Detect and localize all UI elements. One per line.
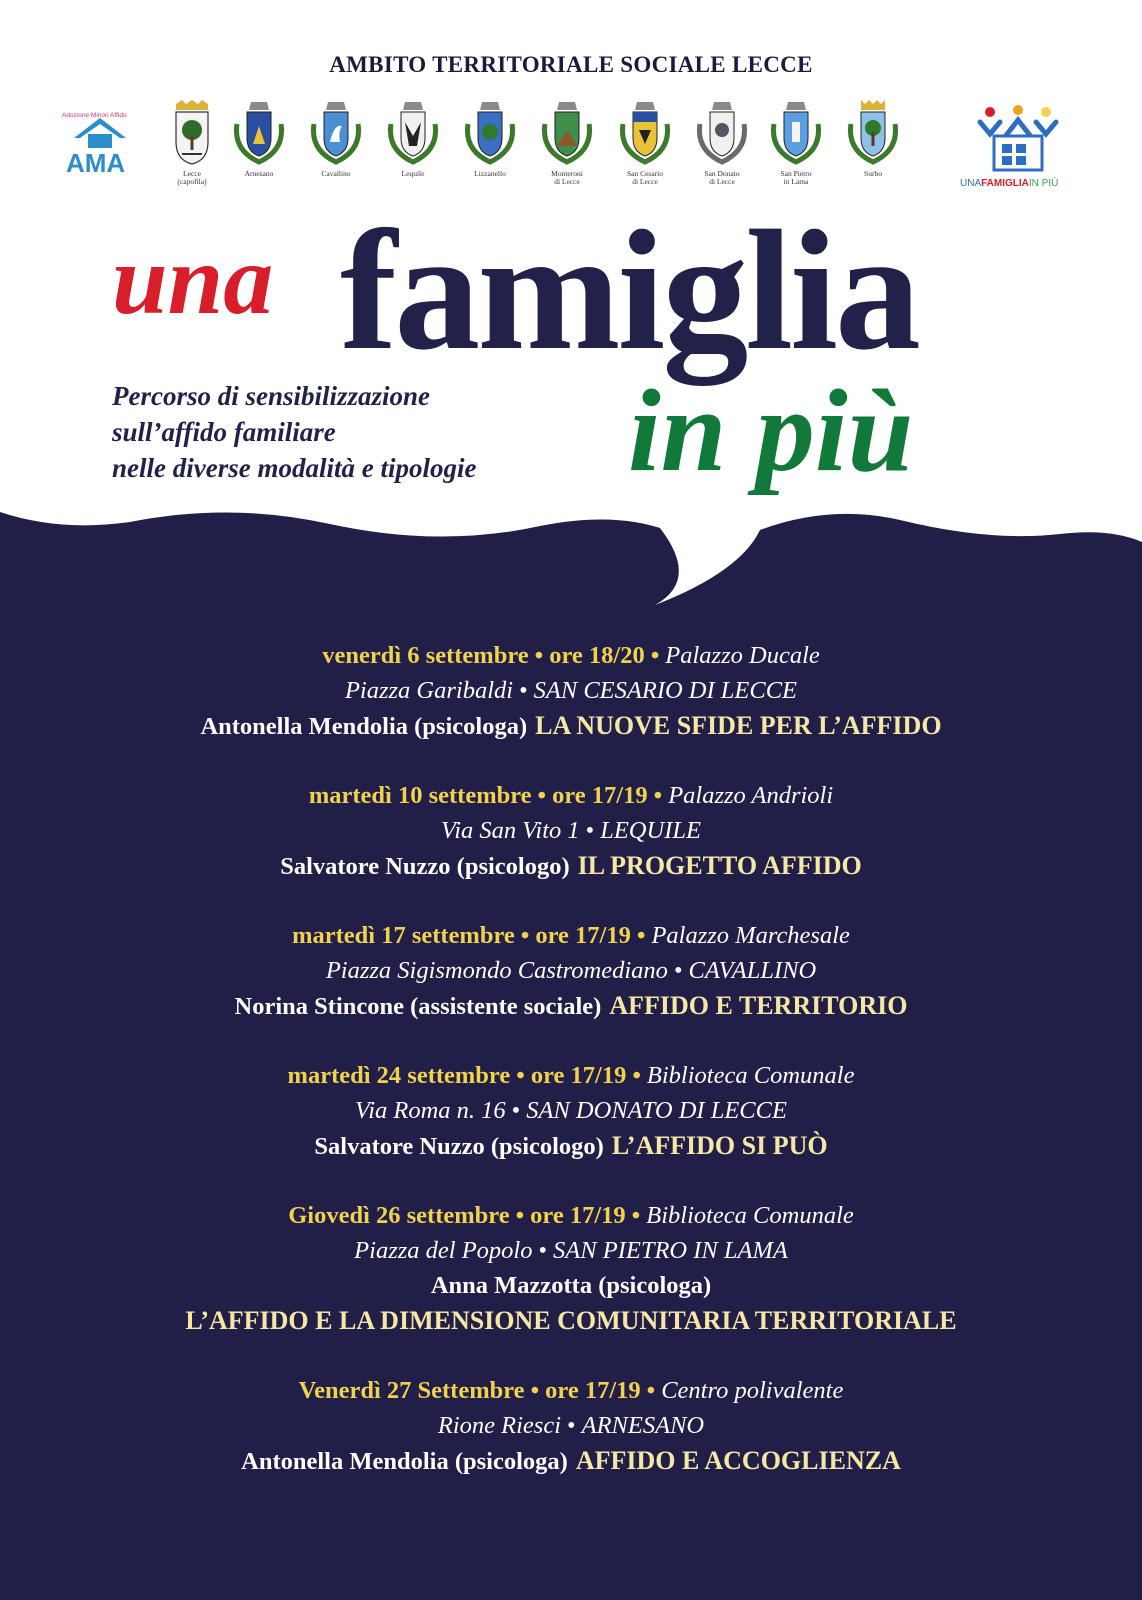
event-speaker: Anna Mazzotta (psicologa) <box>430 1272 712 1299</box>
crest-san-pietro <box>757 100 835 186</box>
event-location <box>0 813 1142 848</box>
crest-label: San Cesario di Lecce <box>626 169 664 186</box>
event-when-where <box>0 1198 1142 1233</box>
ama-logo-text: AMA <box>66 148 126 178</box>
event-location <box>0 953 1142 988</box>
bullet-icon: • <box>519 677 528 704</box>
event-when-where <box>0 918 1142 953</box>
event-item <box>0 638 1142 744</box>
event-speaker-line <box>0 708 1142 744</box>
crest-label: Arnesano <box>244 169 274 178</box>
bullet-icon: • <box>653 782 663 809</box>
crest-label: San Pietro in Lama <box>780 169 812 186</box>
bullet-icon: • <box>511 1097 521 1124</box>
ama-logo <box>60 108 140 178</box>
event-address: Piazza Sigismondo Castromediano <box>325 957 668 984</box>
bullet-icon: • <box>520 922 530 949</box>
crest-label: Cavallino <box>321 169 351 178</box>
subtitle-line: nelle diverse modalità e tipologie <box>112 453 477 483</box>
famiglia-logo-una: UNA <box>960 178 982 189</box>
event-time: ore 17/19 <box>545 1377 641 1404</box>
event-venue: Palazzo Andrioli <box>668 782 834 809</box>
title-famiglia: famiglia <box>340 196 918 386</box>
bullet-icon: • <box>567 1412 576 1439</box>
event-address: Piazza del Popolo <box>354 1237 533 1264</box>
crest-label: Lequile <box>401 169 425 178</box>
san-donato-crest-icon <box>692 100 752 166</box>
bullet-icon: • <box>631 1202 641 1229</box>
famiglia-logo-piu: IN PIÙ <box>1028 178 1059 189</box>
crest-arnesano <box>220 100 298 178</box>
event-time: ore 17/19 <box>530 1062 627 1089</box>
bullet-icon: • <box>530 1377 540 1404</box>
event-time: ore 17/19 <box>552 782 648 809</box>
monteroni-crest-icon <box>537 100 597 166</box>
event-speaker-line <box>0 988 1142 1024</box>
crest-lequile <box>374 100 452 178</box>
event-date: martedì 24 settembre <box>287 1062 511 1089</box>
event-topic: L’AFFIDO E LA DIMENSIONE COMUNITARIA TERRITORIALE <box>185 1306 957 1335</box>
event-venue: Biblioteca Comunale <box>646 1202 854 1229</box>
events-list <box>0 638 1142 1513</box>
crest-surbo <box>834 100 912 178</box>
event-town: ARNESANO <box>581 1412 705 1439</box>
title-in-piu: in più <box>628 365 914 496</box>
event-venue: Palazzo Ducale <box>665 642 820 669</box>
header-title: AMBITO TERRITORIALE SOCIALE LECCE <box>329 52 813 77</box>
ama-house-icon <box>60 108 140 178</box>
event-item <box>0 1058 1142 1164</box>
subtitle-line: Percorso di sensibilizzazione <box>112 381 431 411</box>
event-when-where <box>0 1058 1142 1093</box>
event-address: Piazza Garibaldi <box>344 677 514 704</box>
event-date: Venerdì 27 Settembre <box>298 1377 525 1404</box>
crest-san-cesario <box>606 100 684 186</box>
subtitle-line: sull’affido familiare <box>112 417 336 447</box>
event-town: SAN CESARIO DI LECCE <box>533 677 798 704</box>
bullet-icon: • <box>515 1202 525 1229</box>
event-speaker-line <box>0 848 1142 884</box>
surbo-crest-icon <box>843 100 903 166</box>
ama-logo-small-text: Adozione Minori Affido <box>62 112 127 119</box>
event-speaker-line <box>0 1443 1142 1479</box>
arnesano-crest-icon <box>229 100 289 166</box>
event-speaker-line <box>0 1268 1142 1303</box>
san-pietro-crest-icon <box>766 100 826 166</box>
bullet-icon: • <box>585 817 595 844</box>
bullet-icon: • <box>646 1377 656 1404</box>
crest-label: San Donato di Lecce <box>704 169 740 186</box>
crest-san-donato <box>683 100 761 186</box>
event-when-where <box>0 778 1142 813</box>
bullet-icon: • <box>516 1062 525 1089</box>
event-town: SAN PIETRO IN LAMA <box>553 1237 788 1264</box>
event-town: SAN DONATO DI LECCE <box>526 1097 787 1124</box>
san-cesario-crest-icon <box>615 100 675 166</box>
event-topic: AFFIDO E TERRITORIO <box>609 991 908 1020</box>
event-topic-line <box>0 1303 1142 1339</box>
event-address: Via San Vito 1 <box>441 817 580 844</box>
title-una: una <box>112 224 274 335</box>
event-time: ore 17/19 <box>535 922 631 949</box>
cavallino-crest-icon <box>306 100 366 166</box>
event-location <box>0 1408 1142 1443</box>
logos-row <box>0 96 1142 206</box>
event-topic: L’AFFIDO SI PUÒ <box>611 1131 828 1160</box>
family-house-icon <box>960 100 1080 190</box>
event-town: LEQUILE <box>600 817 701 844</box>
event-date: Giovedì 26 settembre <box>288 1202 510 1229</box>
crest-label: Surbo <box>864 169 882 178</box>
event-town: CAVALLINO <box>688 957 817 984</box>
bullet-icon: • <box>673 957 683 984</box>
event-venue: Palazzo Marchesale <box>651 922 850 949</box>
event-date: venerdì 6 settembre <box>322 642 529 669</box>
event-when-where <box>0 1373 1142 1408</box>
event-location <box>0 1093 1142 1128</box>
event-item <box>0 918 1142 1024</box>
bullet-icon: • <box>636 922 646 949</box>
event-speaker: Salvatore Nuzzo (psicologo) <box>280 853 570 880</box>
bullet-icon: • <box>650 642 660 669</box>
famiglia-logo-main: FAMIGLIA <box>981 178 1029 189</box>
event-address: Rione Riesci <box>437 1412 562 1439</box>
event-venue: Centro polivalente <box>661 1377 844 1404</box>
event-speaker: Antonella Mendolia (psicologa) <box>200 713 528 740</box>
famiglia-logo <box>960 100 1080 190</box>
lequile-crest-icon <box>383 100 443 166</box>
event-item <box>0 778 1142 884</box>
event-location <box>0 673 1142 708</box>
bullet-icon: • <box>538 1237 548 1264</box>
event-topic: IL PROGETTO AFFIDO <box>577 851 862 880</box>
crest-label: Monteroni di Lecce <box>551 169 583 186</box>
event-location <box>0 1233 1142 1268</box>
event-time: ore 18/20 <box>549 642 645 669</box>
crest-cavallino <box>297 100 375 178</box>
crest-label: Lizzanello <box>474 169 506 178</box>
subtitle <box>112 378 476 486</box>
lecce-crest-icon <box>170 100 214 166</box>
event-speaker: Norina Stincone (assistente sociale) <box>234 993 602 1020</box>
bullet-icon: • <box>632 1062 641 1089</box>
event-time: ore 17/19 <box>530 1202 626 1229</box>
event-date: martedì 10 settembre <box>308 782 532 809</box>
crest-lizzanello <box>451 100 529 178</box>
event-date: martedì 17 settembre <box>292 922 515 949</box>
event-topic: LA NUOVE SFIDE PER L’AFFIDO <box>535 711 942 740</box>
bullet-icon: • <box>537 782 547 809</box>
event-speaker: Salvatore Nuzzo (psicologo) <box>314 1133 604 1160</box>
crest-monteroni <box>528 100 606 186</box>
event-speaker-line <box>0 1128 1142 1164</box>
bullet-icon: • <box>534 642 544 669</box>
event-address: Via Roma n. 16 <box>355 1097 506 1124</box>
event-speaker: Antonella Mendolia (psicologa) <box>241 1448 568 1475</box>
crest-label: Lecce (capofila) <box>177 169 207 186</box>
event-item <box>0 1373 1142 1479</box>
svg-text:UNAFAMIGLIAIN PIÙ <box>960 176 1058 189</box>
event-when-where <box>0 638 1142 673</box>
lizzanello-crest-icon <box>460 100 520 166</box>
event-item <box>0 1198 1142 1339</box>
event-topic: AFFIDO E ACCOGLIENZA <box>575 1446 901 1475</box>
event-venue: Biblioteca Comunale <box>646 1062 855 1089</box>
